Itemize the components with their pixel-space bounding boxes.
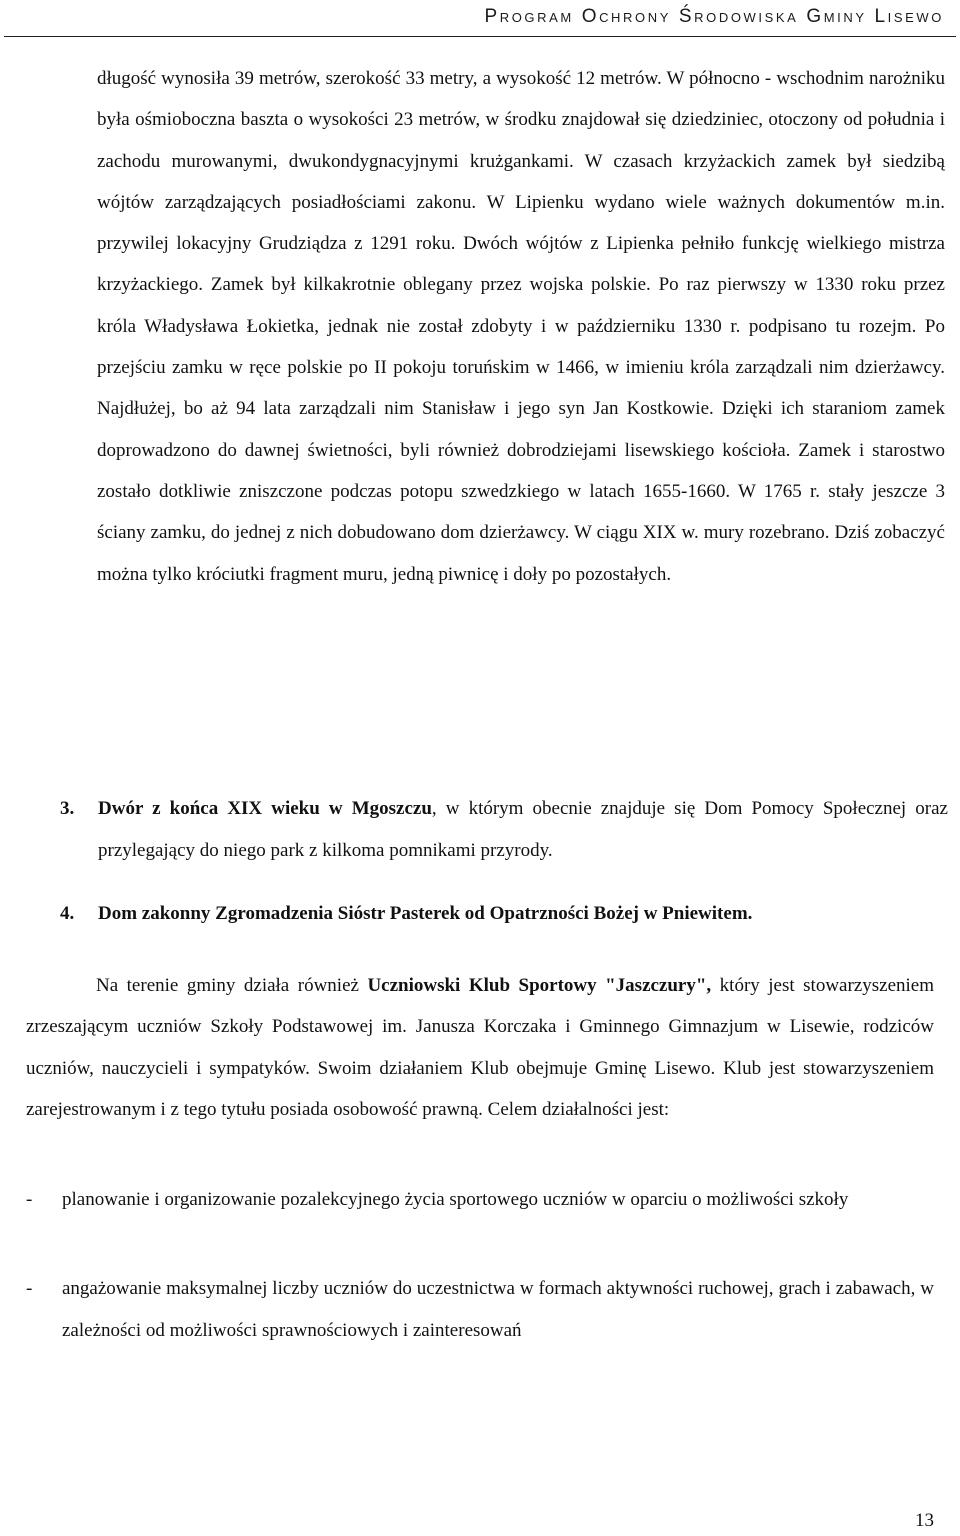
bullet-item (26, 1268, 934, 1351)
bullet-text: planowanie i organizowanie pozalekcyjnego życia sportowego uczniów w oparciu o możliwości szkoły (62, 1189, 849, 1210)
bullet-dash: - (26, 1278, 33, 1299)
list-item-bold: Dwór z końca XIX wieku w Mgoszczu (98, 798, 432, 819)
list-item-bold: Dom zakonny Zgromadzenia Sióstr Pasterek od Opatrzności Bożej w Pniewitem. (98, 903, 753, 924)
running-header (0, 6, 960, 28)
paragraph-castle-history: długość wynosiła 39 metrów, szerokość 33 metry, a wysokość 12 metrów. W północno - wschodnim narożniku była ośmioboczna baszta o wysokości 23 metrów, w środku znajdował się dziedziniec, otoczony od południa i zachodu murowanymi, dwukondygnacyjnymi krużgankami. W czasach krzyżackich zamek był siedzibą wójtów zarządzających posiadłościami zakonu. W Lipienku wydano wiele ważnych dokumentów m.in. przywilej lokacyjny Grudziądza z 1291 roku. Dwóch wójtów z Lipienka pełniło funkcję wielkiego mistrza krzyżackiego. Zamek był kilkakrotnie oblegany przez wojska polskie. Po raz pierwszy w 1330 roku przez króla Władysława Łokietka, jednak nie został zdobyty i w październiku 1330 r. podpisano tu rozejm. Po przejściu zamku w ręce polskie po II pokoju toruńskim w 1466, w imieniu króla zarządzali nim dzierżawcy. Najdłużej, bo aż 94 lata zarządzali nim Stanisław i jego syn Jan Kostkowie. Dzięki ich staraniom zamek doprowadzono do dawnej świetności, byli również dobrodziejami lisewskiego kościoła. Zamek i starostwo zostało dotkliwie zniszczone podczas potopu szwedzkiego w latach 1655-1660. W 1765 r. stały jeszcze 3 ściany zamku, do jednej z nich dobudowano dom dzierżawcy. W ciągu XIX w. mury rozebrano. Dziś zobaczyć można tylko króciutki fragment muru, jedną piwnicę i doły po pozostałych. (97, 68, 945, 585)
list-item-text: , w którym obecnie znajduje się Dom Pomocy Społecznej oraz przylegający do niego park z kilkoma pomnikami przyrody. (98, 798, 948, 861)
paragraph-sports-club (26, 965, 934, 1130)
paragraph-text-after: który jest stowarzyszeniem zrzeszającym uczniów Szkoły Podstawowej im. Janusza Korczaka i Gminnego Gimnazjum w Lisewie, rodziców uczniów, nauczycieli i sympatyków. Swoim działaniem Klub obejmuje Gminę Lisewo. Klub jest stowarzyszeniem zarejestrowanym i z tego tytułu posiada osobowość prawną. Celem działalności jest: (26, 975, 934, 1120)
list-item-body (98, 788, 948, 871)
list-item-body (98, 893, 948, 935)
list-item-number: 4. (60, 903, 75, 924)
bullet-dash: - (26, 1189, 33, 1210)
page-number: 13 (915, 1510, 934, 1531)
bullet-text: angażowanie maksymalnej liczby uczniów do uczestnictwa w formach aktywności ruchowej, grach i zabawach, w zależności od możliwości sprawnościowych i zainteresowań (62, 1278, 934, 1341)
paragraph-text-before: Na terenie gminy działa również (96, 975, 368, 996)
list-item (60, 788, 948, 871)
list-item-number: 3. (60, 798, 75, 819)
bullet-item (26, 1179, 934, 1221)
header-rule (4, 36, 956, 37)
header-title: Program Ochrony Środowiska Gminy Lisewo (484, 6, 944, 27)
list-item (60, 893, 948, 935)
club-name: Uczniowski Klub Sportowy "Jaszczury", (367, 975, 712, 996)
